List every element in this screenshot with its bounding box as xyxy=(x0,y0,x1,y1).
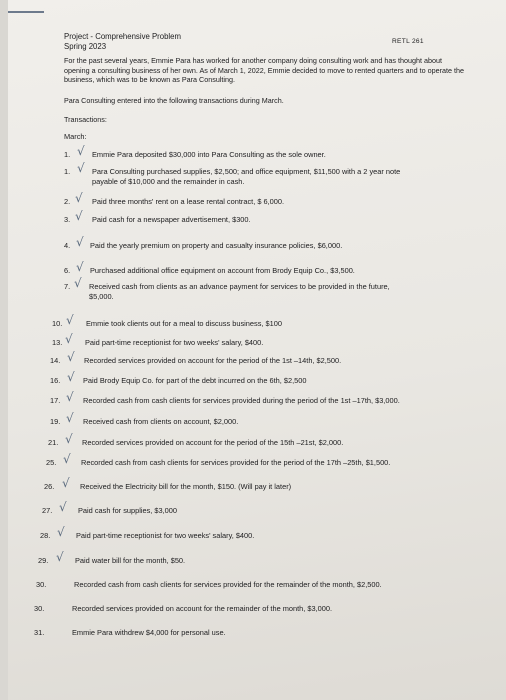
transaction-text: Paid water bill for the month, $50. xyxy=(75,556,186,565)
transactions-heading: Transactions: xyxy=(64,115,107,124)
entered-line: Para Consulting entered into the following transactions during March. xyxy=(64,96,284,105)
project-title: Project - Comprehensive Problem xyxy=(64,32,181,41)
course-code: RETL 261 xyxy=(392,38,424,45)
intro-paragraph: For the past several years, Emmie Para has worked for another company doing consulting work and has thought about opening a consulting business of her own. As of March 1, 2022, Emmie decided to move to rented quarters and to operate the business, which was to be known as Para Consulting. xyxy=(64,56,464,85)
transaction-number: 4. xyxy=(64,241,71,250)
transaction-number: 19. xyxy=(50,417,61,426)
transaction-text: Paid three months' rent on a lease rental contract, $ 6,000. xyxy=(92,197,285,206)
transaction-number: 2. xyxy=(64,197,71,206)
document-header xyxy=(64,32,181,52)
check-mark-icon: √ xyxy=(67,350,75,364)
transaction-number: 26. xyxy=(44,482,55,491)
check-mark-icon: √ xyxy=(75,209,83,223)
transaction-number: 10. xyxy=(52,319,63,328)
check-mark-icon: √ xyxy=(65,332,73,346)
transaction-number: 14. xyxy=(50,356,61,365)
transaction-text: Para Consulting purchased supplies, $2,500; and office equipment, $11,500 with a 2 year note xyxy=(92,167,401,176)
term-label: Spring 2023 xyxy=(64,42,107,51)
transaction-text: Paid cash for a newspaper advertisement, $300. xyxy=(92,215,251,224)
check-mark-icon: √ xyxy=(75,191,83,205)
check-mark-icon: √ xyxy=(76,235,84,249)
transaction-text: Recorded cash from cash clients for services provided for the period of the 17th –25th, $1,500. xyxy=(81,458,391,467)
paper-page xyxy=(8,0,506,700)
check-mark-icon: √ xyxy=(63,452,71,466)
transaction-number: 16. xyxy=(50,376,61,385)
transaction-number: 3. xyxy=(64,215,71,224)
top-edge-line xyxy=(8,11,44,13)
transaction-text: Received the Electricity bill for the month, $150. (Will pay it later) xyxy=(80,482,292,491)
transaction-text: Recorded services provided on account for the period of the 1st –14th, $2,500. xyxy=(84,356,342,365)
check-mark-icon: √ xyxy=(62,476,70,490)
transaction-number: 30. xyxy=(36,580,47,589)
check-mark-icon: √ xyxy=(66,313,74,327)
transaction-number: 13. xyxy=(52,338,63,347)
transaction-text: Emmie took clients out for a meal to discuss business, $100 xyxy=(86,319,282,328)
check-mark-icon: √ xyxy=(77,161,85,175)
transaction-text: Received cash from clients as an advance payment for services to be provided in the future, xyxy=(89,282,390,291)
transaction-text: Recorded services provided on account for the remainder of the month, $3,000. xyxy=(72,604,333,613)
transaction-text: Paid Brody Equip Co. for part of the debt incurred on the 6th, $2,500 xyxy=(83,376,307,385)
transaction-text: Paid part-time receptionist for two weeks' salary, $400. xyxy=(85,338,264,347)
transaction-number: 21. xyxy=(48,438,59,447)
transaction-number: 28. xyxy=(40,531,51,540)
transaction-number: 1. xyxy=(64,167,71,176)
check-mark-icon: √ xyxy=(66,390,74,404)
transaction-number: 30. xyxy=(34,604,45,613)
transaction-number: 7. xyxy=(64,282,71,291)
transaction-text: Recorded cash from cash clients for services provided during the period of the 1st –17th, $3,000. xyxy=(83,396,400,405)
check-mark-icon: √ xyxy=(65,432,73,446)
check-mark-icon: √ xyxy=(67,370,75,384)
transaction-text: Purchased additional office equipment on account from Brody Equip Co., $3,500. xyxy=(90,266,355,275)
check-mark-icon: √ xyxy=(76,260,84,274)
month-label: March: xyxy=(64,132,87,141)
check-mark-icon: √ xyxy=(74,276,82,290)
check-mark-icon: √ xyxy=(77,144,85,158)
transaction-text: Emmie Para withdrew $4,000 for personal use. xyxy=(72,628,226,637)
transaction-number: 27. xyxy=(42,506,53,515)
transaction-text: Paid part-time receptionist for two weeks' salary, $400. xyxy=(76,531,255,540)
transaction-text: Paid cash for supplies, $3,000 xyxy=(78,506,178,515)
transaction-number: 17. xyxy=(50,396,61,405)
check-mark-icon: √ xyxy=(56,550,64,564)
transaction-text: Emmie Para deposited $30,000 into Para Consulting as the sole owner. xyxy=(92,150,326,159)
check-mark-icon: √ xyxy=(57,525,65,539)
transaction-text: Received cash from clients on account, $2,000. xyxy=(83,417,239,426)
check-mark-icon: √ xyxy=(66,411,74,425)
transaction-number: 1. xyxy=(64,150,71,159)
transaction-text-continued: payable of $10,000 and the remainder in cash. xyxy=(92,177,245,186)
transaction-number: 25. xyxy=(46,458,57,467)
transaction-number: 31. xyxy=(34,628,45,637)
transaction-text: Recorded services provided on account for the period of the 15th –21st, $2,000. xyxy=(82,438,344,447)
transaction-text: Paid the yearly premium on property and casualty insurance policies, $6,000. xyxy=(90,241,343,250)
transaction-number: 29. xyxy=(38,556,49,565)
transaction-text: Recorded cash from cash clients for services provided for the remainder of the month, $2,500. xyxy=(74,580,382,589)
transaction-number: 6. xyxy=(64,266,71,275)
transaction-text-continued: $5,000. xyxy=(89,292,114,301)
check-mark-icon: √ xyxy=(59,500,67,514)
